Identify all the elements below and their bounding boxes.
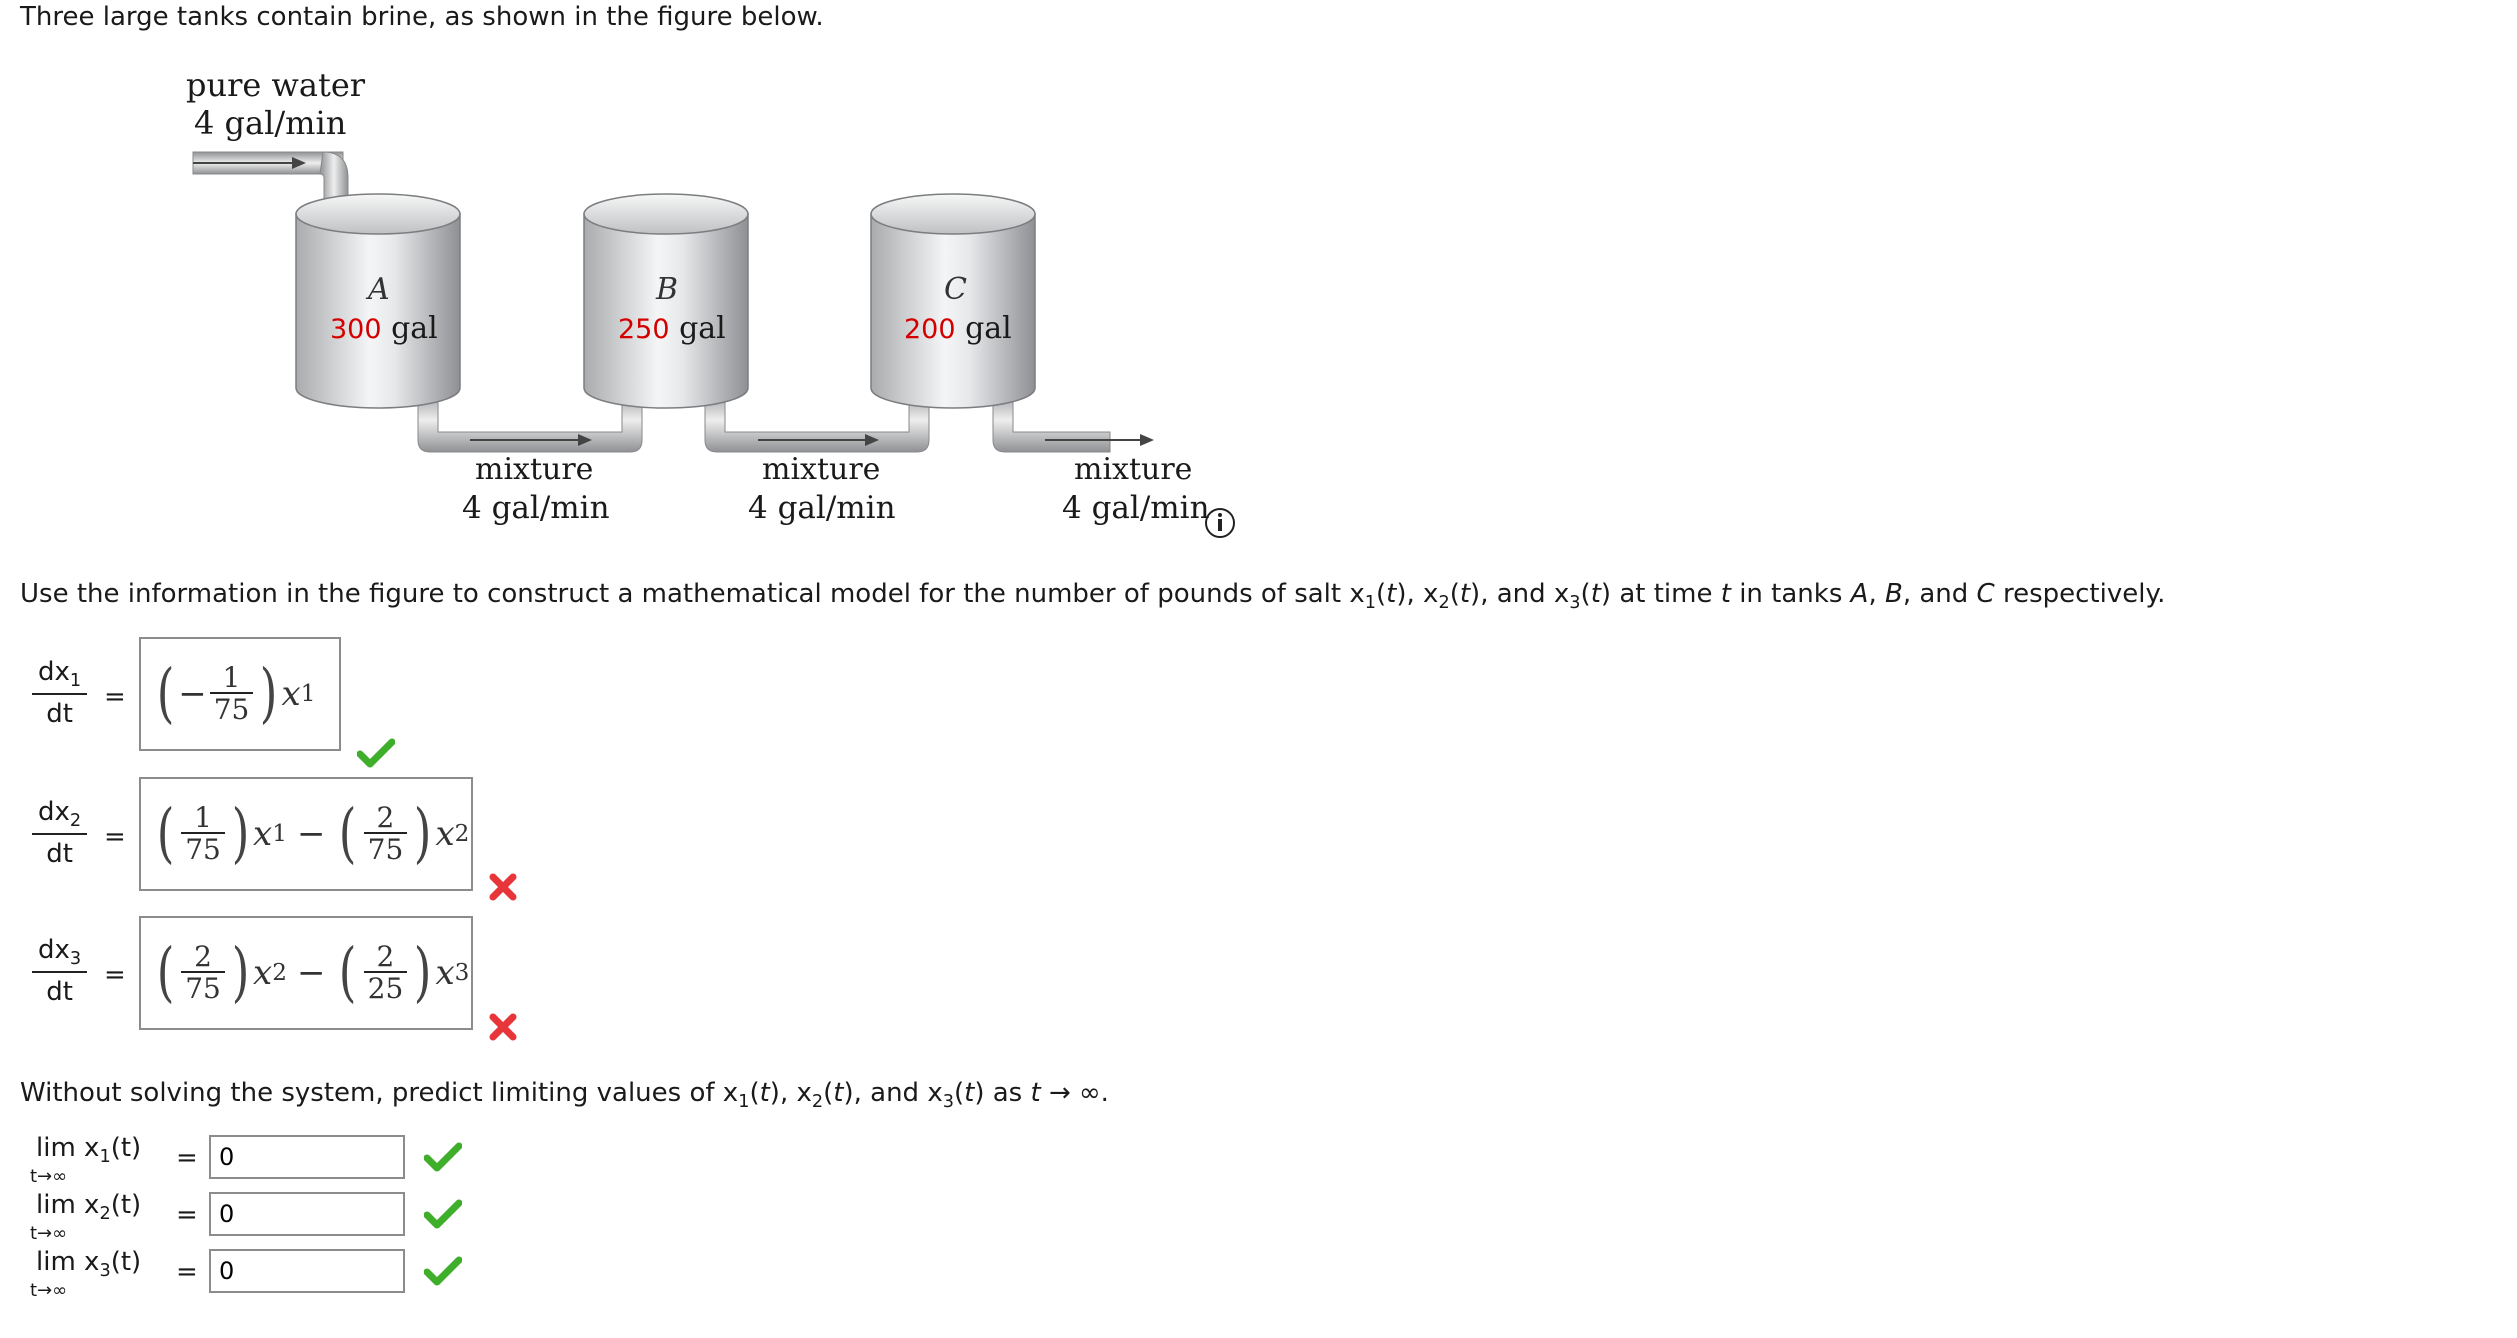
limit3-input[interactable]: [209, 1249, 405, 1293]
eq1-answer-box[interactable]: ( − $\frac{1}{75}$ ) x 1: [139, 637, 341, 751]
flow-ab-label: mixture: [475, 452, 594, 487]
limit3-lim: lim: [36, 1247, 76, 1277]
limit1-input[interactable]: [209, 1135, 405, 1179]
limit3-under: t→∞: [30, 1280, 68, 1301]
info-circle-icon[interactable]: [1206, 509, 1234, 537]
flow-out-label: mixture: [1074, 452, 1193, 487]
tank-c-name: C: [944, 272, 967, 307]
eq1-equals: =: [104, 682, 126, 712]
question-limits-text: [20, 1078, 1109, 1112]
q1-tank-a: A: [1850, 579, 1869, 609]
eq2-t1-var: x: [253, 814, 273, 854]
flow-bc-label: mixture: [762, 452, 881, 487]
eq3-lhs-num: dx: [38, 935, 70, 965]
q1-respectively: respectively.: [1994, 579, 2166, 609]
eq3-lhs: [32, 935, 87, 1007]
limit3-correct-check-icon: [424, 1256, 462, 1286]
eq2-lhs-num: dx: [38, 797, 70, 827]
limit1-func: x: [84, 1133, 100, 1163]
eq1-t1-sign: −: [178, 674, 207, 714]
q2-suffix: as: [984, 1078, 1031, 1108]
tanks-figure: [0, 0, 1300, 560]
flow-out-rate: 4 gal/min: [1062, 490, 1210, 526]
tank-a-volume-number: 300: [330, 314, 382, 345]
intro-text: Three large tanks contain brine, as shown in the figure below.: [20, 2, 824, 32]
eq2-equals: =: [104, 822, 126, 852]
q1-middle: at time: [1611, 579, 1721, 609]
eq1-lhs-num: dx: [38, 657, 70, 687]
q1-prefix: Use the information in the figure to construct a mathematical model for the number of pounds of salt: [20, 579, 1350, 609]
q1-t: t: [1720, 579, 1731, 609]
eq3-t2-var-sub: 3: [454, 960, 470, 986]
limit1-lim: lim: [36, 1133, 76, 1163]
eq3-answer-box[interactable]: ( $\frac{2}{75}$ ) x 2 − ( $\frac{2}{25}$ ) x 3: [139, 916, 473, 1030]
limit2-lim: lim: [36, 1190, 76, 1220]
q1-tank-c: C: [1976, 579, 1995, 609]
eq2-answer-box[interactable]: ( $\frac{1}{75}$ ) x 1 − ( $\frac{2}{75}$ ) x 2: [139, 777, 473, 891]
q1-tank-b: B: [1884, 579, 1903, 609]
limit2-correct-check-icon: [424, 1199, 462, 1229]
limit3-equals: =: [176, 1257, 198, 1287]
q1-and: and: [1919, 579, 1969, 609]
limit1-sub: 1: [99, 1147, 111, 1168]
eq2-t2-var: x: [435, 814, 455, 854]
eq3-t1-var: x: [253, 953, 273, 993]
eq2-t2-den: 75: [364, 832, 408, 864]
eq3-t1-var-sub: 2: [272, 960, 287, 986]
eq2-incorrect-x-icon: [488, 872, 518, 902]
limit1-label: [36, 1133, 141, 1167]
eq3-t1-num: 2: [194, 940, 212, 973]
limit3-sub: 3: [99, 1261, 111, 1282]
limit2-func: x: [84, 1190, 100, 1220]
limit2-arg: (t): [110, 1190, 142, 1220]
eq2-t2-num: 2: [376, 801, 395, 834]
q2-t: t: [1030, 1078, 1041, 1108]
eq3-t2-num: 2: [376, 940, 395, 973]
limit2-under: t→∞: [30, 1223, 68, 1244]
eq1-t1-var-sub: 1: [300, 681, 316, 707]
limit1-under: t→∞: [30, 1166, 68, 1187]
eq2-t2-var-sub: 2: [454, 821, 470, 847]
tank-b-volume-number: 250: [618, 314, 670, 345]
eq2-t2-sign: −: [296, 814, 326, 854]
eq1-t1-var: x: [281, 674, 301, 714]
q2-arrow: → ∞.: [1040, 1078, 1109, 1108]
eq3-equals: =: [104, 960, 126, 990]
question-model-text: Use the information in the figure to construct a mathematical model for the number of pounds of salt $x_1(t)$, $x_2(t)$, and $x_3(t)$ at time t in tanks A, B, and C respectively.: [20, 579, 2166, 614]
eq2-t1-num: 1: [194, 801, 212, 834]
limit3-arg: (t): [110, 1247, 142, 1277]
limit2-equals: =: [176, 1200, 198, 1230]
eq2-lhs-den: dt: [46, 839, 73, 870]
tank-c-volume-unit: gal: [955, 311, 1012, 346]
eq3-lhs-sub: 3: [69, 949, 82, 970]
eq1-t1-num: 1: [222, 661, 241, 694]
q1-suffix: in tanks: [1730, 579, 1851, 609]
limit1-arg: (t): [110, 1133, 142, 1163]
tank-b-volume: [618, 311, 726, 346]
eq3-lhs-den: dt: [46, 977, 73, 1008]
limit3-label: [36, 1247, 141, 1281]
tank-a-volume-unit: gal: [381, 311, 438, 346]
tank-b-name: B: [656, 272, 679, 307]
flow-ab-rate: 4 gal/min: [462, 490, 610, 526]
limit1-correct-check-icon: [424, 1142, 462, 1172]
tank-a-volume: [330, 311, 438, 346]
eq2-t1-den: 75: [181, 832, 225, 864]
tank-b-volume-unit: gal: [669, 311, 726, 346]
q2-prefix: Without solving the system, predict limiting values of: [20, 1078, 723, 1108]
eq2-t1-var-sub: 1: [272, 821, 287, 847]
eq1-correct-check-icon: [357, 738, 395, 768]
tank-c-volume-number: 200: [904, 314, 956, 345]
eq3-t2-den: 25: [364, 971, 408, 1003]
limit3-func: x: [84, 1247, 100, 1277]
limit2-sub: 2: [99, 1204, 111, 1225]
tank-a-name: A: [368, 272, 390, 307]
limit1-equals: =: [176, 1143, 198, 1173]
limit2-input[interactable]: [209, 1192, 405, 1236]
inflow-rate: 4 gal/min: [194, 104, 347, 142]
eq3-incorrect-x-icon: [488, 1012, 518, 1042]
eq2-lhs-sub: 2: [69, 811, 82, 832]
eq3-t1-den: 75: [181, 971, 225, 1003]
eq3-t2-var: x: [435, 953, 455, 993]
eq1-t1-den: 75: [210, 692, 254, 724]
eq2-lhs: [32, 797, 87, 869]
eq1-lhs-den: dt: [46, 699, 73, 730]
q1-vars: $x_1(t)$, $x_2(t)$, and $x_3(t)$: [1349, 579, 1612, 614]
tank-c-volume: [904, 311, 1012, 346]
limit2-label: [36, 1190, 141, 1224]
inflow-label: pure water: [186, 66, 366, 104]
eq3-t2-sign: −: [296, 953, 326, 993]
eq1-lhs: [32, 657, 87, 729]
flow-bc-rate: 4 gal/min: [748, 490, 896, 526]
q2-vars: $x_1(t)$, $x_2(t)$, and $x_3(t)$: [722, 1078, 985, 1113]
eq1-lhs-sub: 1: [69, 671, 82, 692]
